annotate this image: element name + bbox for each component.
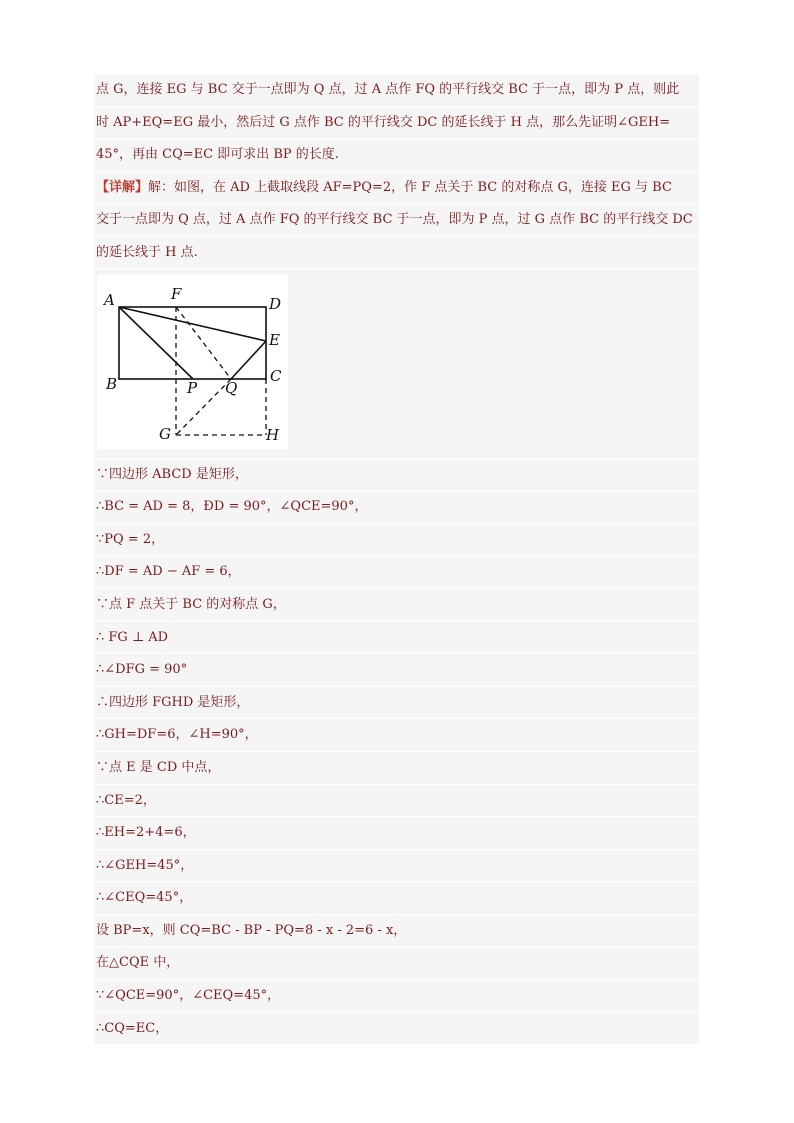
step-line: 设 BP=x，则 CQ=BC - BP - PQ=8 - x - 2=6 - x， (94, 915, 699, 948)
step-line: ∴四边形 FGHD 是矩形， (94, 687, 699, 720)
label-p: P (187, 378, 198, 397)
detail-line-3: 的延长线于 H 点. (94, 237, 699, 270)
geometry-diagram (97, 275, 288, 449)
detail-tag: 【详解】 (96, 179, 149, 195)
label-a: A (104, 290, 115, 309)
step-line: ∴DF = AD − AF = 6， (94, 556, 699, 589)
geometry-figure (97, 275, 288, 449)
step-line: ∵四边形 ABCD 是矩形， (94, 459, 699, 492)
step-line: ∴∠GEH=45°， (94, 850, 699, 883)
label-h: H (266, 425, 280, 444)
segment-ap (119, 307, 193, 379)
label-b: B (106, 374, 118, 393)
step-line: ∴BC = AD = 8，ÐD = 90°，∠QCE=90°， (94, 491, 699, 524)
segment-fq (176, 307, 231, 379)
segment-qg (176, 379, 231, 435)
detail-line-1 (94, 172, 699, 205)
label-e: E (269, 330, 280, 349)
label-d: D (269, 294, 282, 313)
step-line: ∴CQ=EC， (94, 1013, 699, 1046)
label-q: Q (225, 378, 238, 397)
detail-text-1: 解：如图，在 AD 上截取线段 AF=PQ=2，作 F 点关于 BC 的对称点 G，连接 EG 与 BC (148, 179, 672, 195)
analysis-line-1: 点 G，连接 EG 与 BC 交于一点即为 Q 点，过 A 点作 FQ 的平行线交 BC 于一点，即为 P 点，则此 (94, 74, 699, 107)
label-g: G (159, 424, 171, 443)
analysis-line-2: 时 AP+EQ=EG 最小，然后过 G 点作 BC 的平行线交 DC 的延长线于 H 点，那么先证明∠GEH= (94, 107, 699, 140)
label-f: F (171, 284, 182, 303)
figure-row (94, 270, 699, 459)
step-line: ∴GH=DF=6，∠H=90°， (94, 719, 699, 752)
solution-content (94, 74, 699, 1045)
step-line: ∵点 E 是 CD 中点， (94, 752, 699, 785)
step-line: ∵∠QCE=90°，∠CEQ=45°， (94, 980, 699, 1013)
step-line: ∴∠CEQ=45°， (94, 882, 699, 915)
segment-eq (231, 341, 266, 379)
step-line: ∴CE=2， (94, 785, 699, 818)
detail-line-2: 交于一点即为 Q 点，过 A 点作 FQ 的平行线交 BC 于一点，即为 P 点，过 G 点作 BC 的平行线交 DC (94, 204, 699, 237)
label-c: C (270, 366, 282, 385)
step-line: 在△CQE 中， (94, 947, 699, 980)
step-line: ∴∠DFG = 90° (94, 654, 699, 687)
step-line: ∴ FG ⊥ AD (94, 622, 699, 655)
step-line: ∵点 F 点关于 BC 的对称点 G， (94, 589, 699, 622)
step-line: ∴EH=2+4=6， (94, 817, 699, 850)
segment-ae (119, 307, 266, 341)
step-line: ∵PQ = 2， (94, 524, 699, 557)
analysis-line-3: 45°，再由 CQ=EC 即可求出 BP 的长度. (94, 139, 699, 172)
rectangle-abcd (119, 307, 266, 379)
